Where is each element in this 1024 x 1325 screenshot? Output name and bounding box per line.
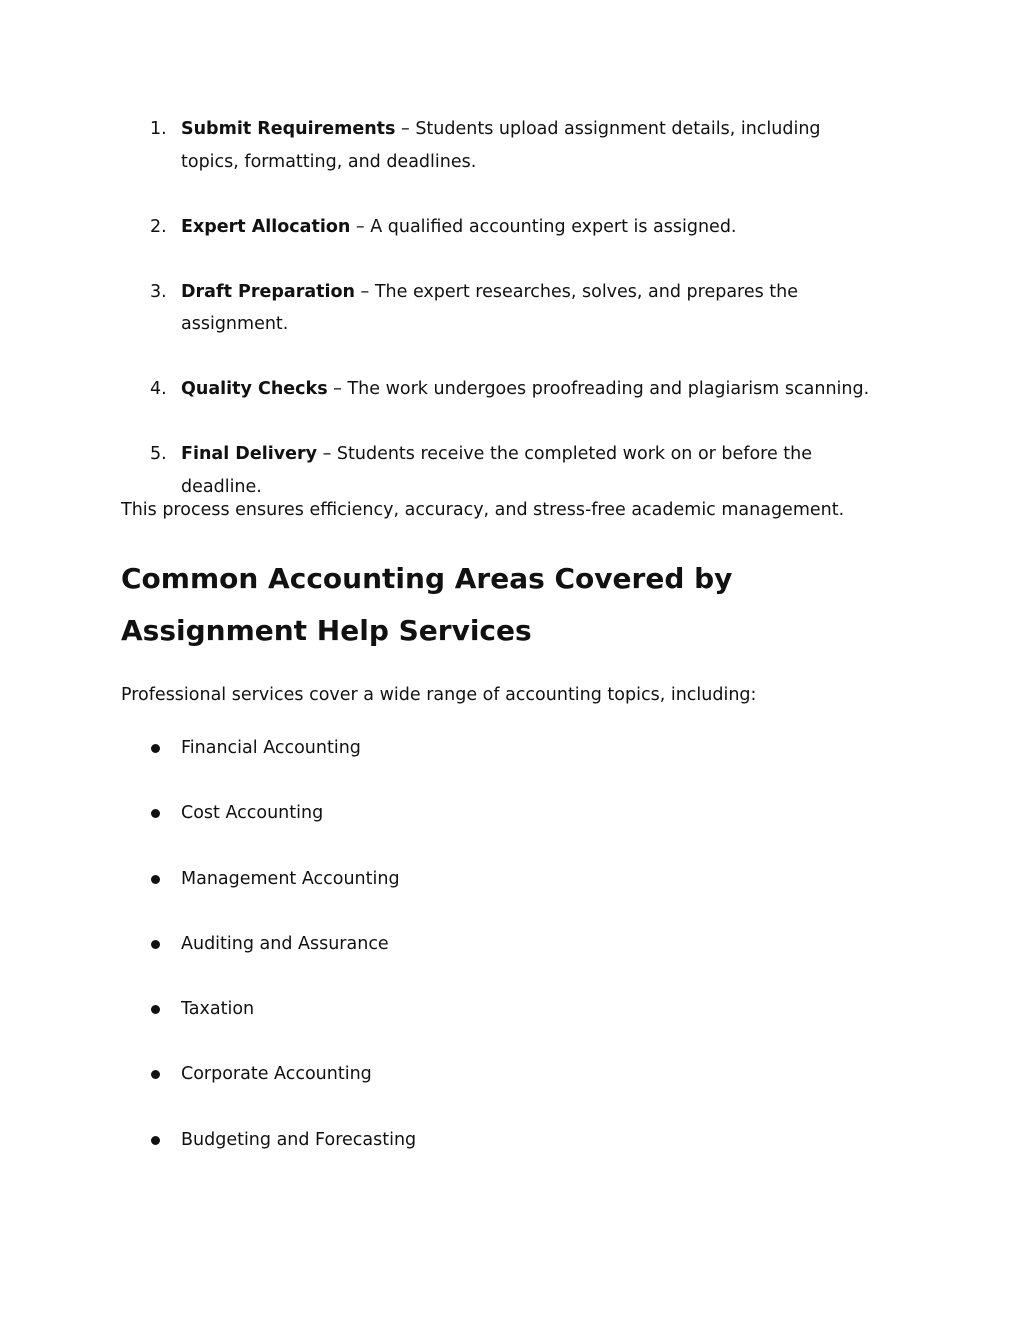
topic-item [0,1124,1024,1157]
step-body [181,211,871,244]
topic-label: Financial Accounting [181,738,361,758]
step-number: 2. [150,216,167,237]
process-steps-list [0,113,1024,536]
step-number: 3. [150,281,167,302]
step-text: – The work undergoes proofreading and plagiarism scanning. [327,379,870,399]
step-title: Draft Preparation [181,281,355,302]
process-step [0,113,1024,178]
topic-label: Auditing and Assurance [181,933,389,954]
topic-item [0,928,1024,961]
step-text: – The expert researches, solves, and prepares the assignment. [181,281,799,334]
step-body [181,113,871,178]
process-summary-paragraph: This process ensures efficiency, accuracy, and stress-free academic management. [121,500,845,520]
step-number: 1. [150,119,167,139]
bullet-icon [151,1005,160,1014]
step-number: 5. [150,444,167,464]
step-text: – A qualified accounting expert is assigned. [350,216,737,237]
step-body [181,373,871,406]
topic-item [0,732,1024,765]
step-title: Expert Allocation [181,216,351,237]
process-step [0,276,1024,341]
section-heading: Common Accounting Areas Covered by Assignment Help Services [121,562,733,647]
topic-label: Cost Accounting [181,803,324,824]
topic-label: Corporate Accounting [181,1064,372,1085]
topic-label: Budgeting and Forecasting [181,1129,417,1150]
process-step [0,211,1024,244]
bullet-icon [151,744,160,753]
step-title: Submit Requirements [181,119,396,139]
bullet-icon [151,809,160,818]
step-text: – Students receive the completed work on or before the deadline. [181,444,813,497]
topic-item [0,797,1024,830]
topic-item [0,993,1024,1026]
section-intro-paragraph: Professional services cover a wide range of accounting topics, including: [121,685,757,705]
bullet-icon [151,940,160,949]
step-title: Final Delivery [181,444,318,464]
bullet-icon [151,1070,160,1079]
step-text: – Students upload assignment details, including topics, formatting, and deadlines. [181,119,821,172]
step-title: Quality Checks [181,379,328,399]
bullet-icon [151,1136,160,1145]
step-number: 4. [150,379,167,399]
step-body [181,276,871,341]
topic-label: Management Accounting [181,868,400,889]
bullet-icon [151,875,160,884]
topic-item [0,1058,1024,1091]
topic-label: Taxation [181,999,255,1020]
process-step [0,373,1024,406]
topics-list [0,732,1024,1189]
topic-item [0,863,1024,896]
